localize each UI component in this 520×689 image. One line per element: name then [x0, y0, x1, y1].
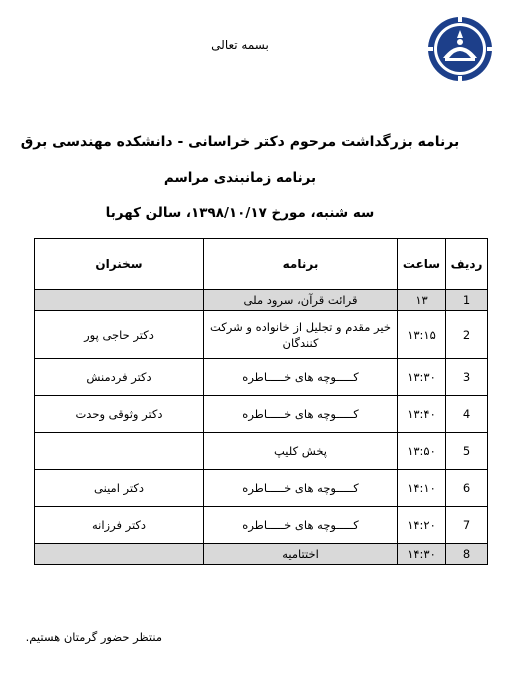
column-header-speaker: سخنران	[35, 239, 204, 290]
row-speaker: دکتر فردمنش	[35, 359, 204, 396]
row-time: ۱۴:۳۰	[398, 544, 446, 565]
row-speaker: دکتر امینی	[35, 470, 204, 507]
table-row	[35, 433, 488, 470]
row-time: ۱۳:۳۰	[398, 359, 446, 396]
bismillah-text: بسمه تعالی	[211, 38, 269, 52]
table-row	[35, 311, 488, 359]
row-number: 8	[446, 544, 488, 565]
closing-note: منتظر حضور گرمتان هستیم.	[25, 630, 162, 644]
row-program: کـــــوچه های خـــــاطره	[204, 359, 398, 396]
row-time: ۱۳:۱۵	[398, 311, 446, 359]
row-number: 2	[446, 311, 488, 359]
row-time: ۱۳	[398, 290, 446, 311]
table-row	[35, 470, 488, 507]
schedule-table	[34, 238, 488, 565]
row-program: کـــــوچه های خـــــاطره	[204, 507, 398, 544]
row-speaker: دکتر فرزانه	[35, 507, 204, 544]
row-speaker	[35, 433, 204, 470]
row-speaker	[35, 544, 204, 565]
column-header-row-number: ردیف	[446, 239, 488, 290]
row-speaker: دکتر وثوقی وحدت	[35, 396, 204, 433]
event-title: برنامه بزرگداشت مرحوم دکتر خراسانی - دانشکده مهندسی برق	[20, 134, 460, 150]
table-row	[35, 507, 488, 544]
column-header-time: ساعت	[398, 239, 446, 290]
row-speaker	[35, 290, 204, 311]
row-number: 4	[446, 396, 488, 433]
schedule-title: برنامه زمانبندی مراسم	[163, 170, 317, 186]
row-program: کـــــوچه های خـــــاطره	[204, 396, 398, 433]
column-header-program: برنامه	[204, 239, 398, 290]
row-number: 5	[446, 433, 488, 470]
event-date-venue: سه شنبه، مورخ ۱۳۹۸/۱۰/۱۷، سالن کهربا	[105, 205, 375, 221]
row-number: 1	[446, 290, 488, 311]
table-row	[35, 290, 488, 311]
row-program: کـــــوچه های خـــــاطره	[204, 470, 398, 507]
table-row	[35, 544, 488, 565]
row-time: ۱۳:۴۰	[398, 396, 446, 433]
table-row	[35, 359, 488, 396]
row-time: ۱۴:۲۰	[398, 507, 446, 544]
row-program: قرائت قرآن، سرود ملی	[204, 290, 398, 311]
row-number: 3	[446, 359, 488, 396]
row-time: ۱۴:۱۰	[398, 470, 446, 507]
row-program: پخش کلیپ	[204, 433, 398, 470]
table-row	[35, 396, 488, 433]
row-program: خیر مقدم و تجلیل از خانواده و شرکت کنندگان	[204, 311, 398, 359]
row-program: اختتامیه	[204, 544, 398, 565]
row-speaker: دکتر حاجی پور	[35, 311, 204, 359]
table-header-row	[35, 239, 488, 290]
row-number: 6	[446, 470, 488, 507]
row-number: 7	[446, 507, 488, 544]
row-time: ۱۳:۵۰	[398, 433, 446, 470]
university-logo	[427, 16, 493, 82]
